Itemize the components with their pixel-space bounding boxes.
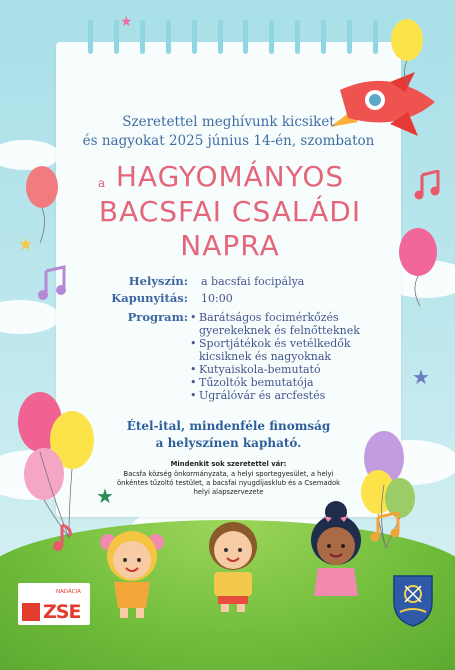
star-icon: ★: [412, 365, 430, 389]
program-label: Program:: [127, 310, 188, 324]
event-title: BACSFAI CSALÁDI: [98, 195, 362, 228]
food-line: a helyszínen kapható.: [155, 436, 302, 450]
organizers-line: Bacsfa község önkormányzata, a helyi sportegyesület, a helyi: [123, 470, 334, 478]
venue-value: a bacsfai focipálya: [201, 275, 305, 288]
balloon-red-icon: [22, 165, 62, 245]
gate-value: 10:00: [201, 292, 233, 305]
gate-label: Kapunyitás:: [111, 291, 188, 305]
child-boy-illustration: [198, 512, 268, 612]
event-title: HAGYOMÁNYOS: [115, 160, 345, 193]
organizers-line: önkéntes tűzoltó testület, a bacsfai nyugdíjasklub és a Csemadok: [116, 479, 341, 487]
child-girl-blonde-illustration: [92, 520, 172, 620]
balloon-yellow-icon: [387, 18, 427, 88]
program-item: • Ugrálóvár és arcfestés: [190, 389, 390, 402]
star-icon: ★: [120, 14, 133, 30]
program-item: • Sportjátékok és vetélkedők kicsiknek és nagyoknak: [190, 337, 390, 363]
program-item: • Barátságos focimérkőzés gyerekeknek és felnőtteknek: [190, 311, 390, 337]
invite-line: Szeretettel meghívunk kicsiket: [122, 114, 335, 130]
logo-top-text: NADÁCIA: [56, 589, 81, 595]
food-line: Étel-ital, mindenféle finomság: [126, 419, 331, 433]
star-icon: ★: [18, 235, 34, 255]
program-item: • Tűzoltók bemutatója: [190, 376, 390, 389]
star-icon: ★: [96, 484, 114, 508]
event-title: NAPRA: [180, 229, 280, 262]
music-note-icon: [38, 265, 66, 301]
balloon-pink-icon: [396, 228, 440, 308]
logo-main-text: ZSE: [43, 601, 81, 623]
invite-line: és nagyokat 2025 június 14-én, szombaton: [82, 133, 375, 149]
cloud: [0, 300, 60, 334]
organizers-line: helyi alapszervezete: [193, 488, 264, 496]
title-prefix: a: [98, 176, 106, 190]
program-item: • Kutyaiskola-bemutató: [190, 363, 390, 376]
venue-label: Helyszín:: [128, 274, 188, 288]
logo-mark-icon: [22, 603, 40, 621]
child-girl-dark-illustration: [296, 498, 376, 608]
program-list: [190, 311, 390, 402]
music-note-icon: [414, 170, 440, 200]
coat-of-arms-icon: [392, 572, 434, 628]
music-note-icon: [52, 522, 74, 552]
zse-logo: [18, 583, 90, 625]
organizers-heading: Mindenkit sok szeretettel vár:: [170, 460, 287, 468]
